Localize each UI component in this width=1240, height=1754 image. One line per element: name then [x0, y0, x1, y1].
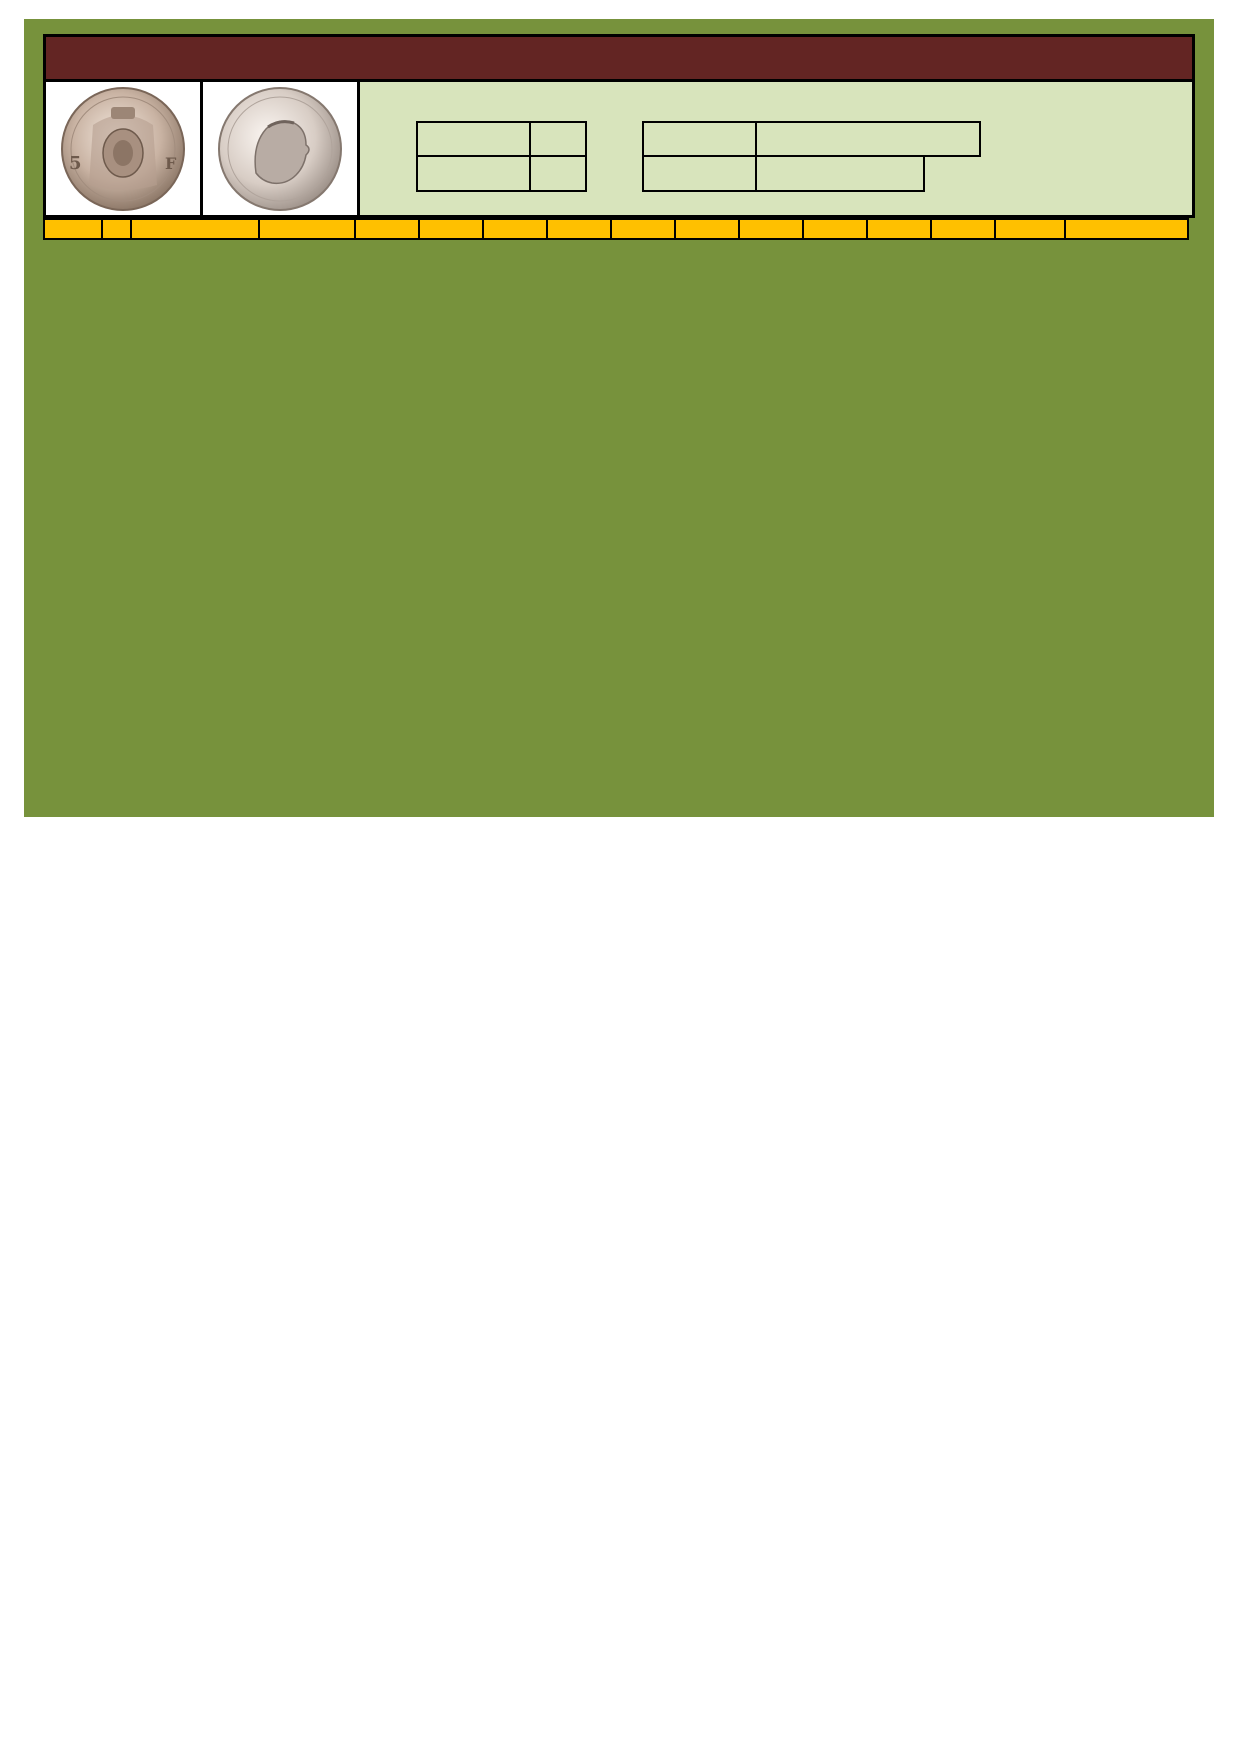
- coin-reverse-cell: [46, 82, 203, 215]
- column-header: [354, 218, 420, 240]
- svg-text:F: F: [165, 153, 177, 173]
- price-sheet: [43, 34, 1195, 804]
- column-header: [930, 218, 996, 240]
- column-header: [610, 218, 676, 240]
- characteristics-panel: [360, 82, 1192, 215]
- coin-obverse-cell: [203, 82, 360, 215]
- column-header: [1064, 218, 1189, 240]
- coin-reverse-arms-icon: [49, 85, 197, 213]
- edge-value: [755, 155, 925, 192]
- column-header: [738, 218, 804, 240]
- column-header: [866, 218, 932, 240]
- column-header: [802, 218, 868, 240]
- metal-label: [642, 121, 757, 157]
- diameter-value: [529, 121, 587, 157]
- metal-value: [755, 121, 981, 157]
- column-header: [674, 218, 740, 240]
- weight-label: [416, 155, 531, 192]
- column-header: [546, 218, 612, 240]
- title-bar: [43, 34, 1195, 82]
- svg-text:5: 5: [69, 152, 82, 174]
- column-header: [258, 218, 356, 240]
- page-frame: [24, 19, 1214, 817]
- column-header: [130, 218, 261, 240]
- diameter-label: [416, 121, 531, 157]
- column-header: [43, 218, 103, 240]
- coin-obverse-portrait-icon: [206, 85, 354, 213]
- weight-value: [529, 155, 587, 192]
- column-header: [418, 218, 484, 240]
- column-header: [482, 218, 548, 240]
- column-headers: [43, 218, 1195, 240]
- edge-label: [642, 155, 757, 192]
- header-block: [43, 79, 1195, 218]
- column-header: [994, 218, 1066, 240]
